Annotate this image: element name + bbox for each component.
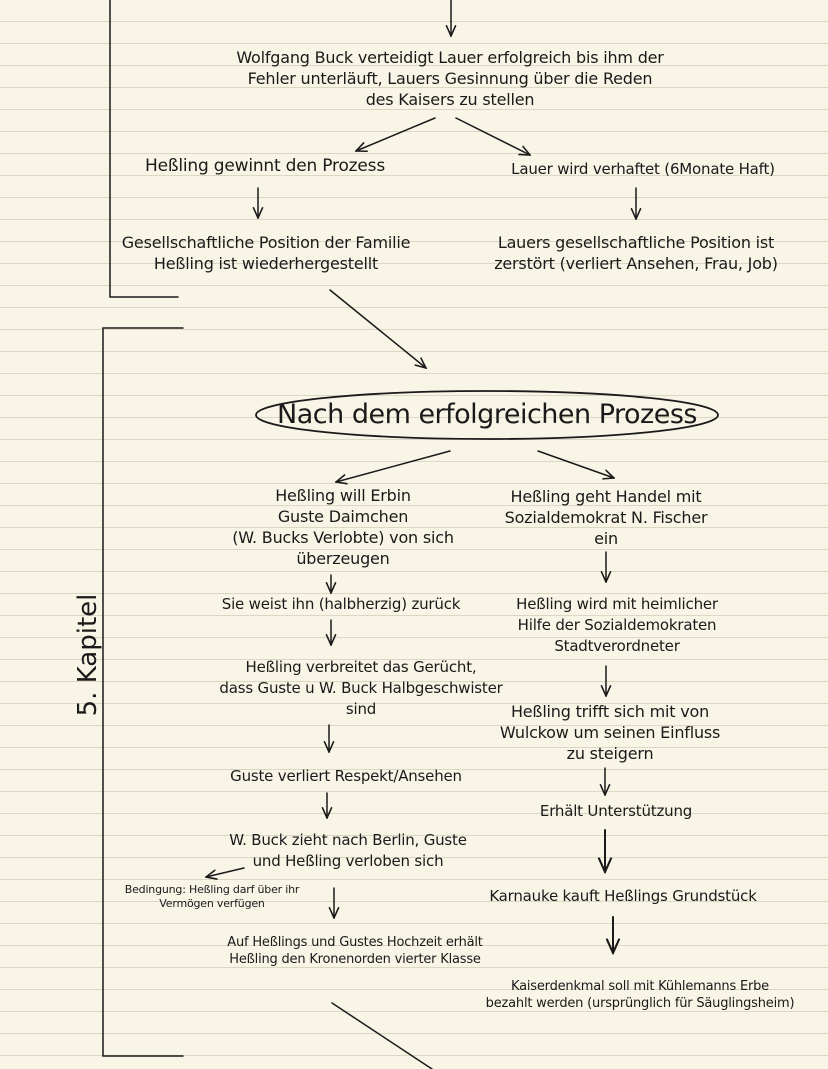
chapter-bracket xyxy=(103,328,183,1056)
right-node-2: Heßling wird mit heimlicher Hilfe der Sozialdemokraten Stadtverordneter xyxy=(516,595,718,655)
node-lauer-destroyed: Lauers gesellschaftliche Position ist zerstört (verliert Ansehen, Frau, Job) xyxy=(494,233,778,273)
right-node-1: Heßling geht Handel mit Sozialdemokrat N. Fischer ein xyxy=(504,487,708,548)
arrow-split-right xyxy=(456,118,530,155)
arrow-to-chapter xyxy=(330,290,426,368)
chapter-title: Nach dem erfolgreichen Prozess xyxy=(277,399,697,430)
right-node-4: Erhält Unterstützung xyxy=(539,802,693,820)
chapter-label: 5. Kapitel xyxy=(73,593,103,717)
node-buck-defends: Wolfgang Buck verteidigt Lauer erfolgreich bis ihm der Fehler unterläuft, Lauers Gesinnung über die Reden des Kaisers zu stellen xyxy=(236,48,664,109)
arrow-chapter-left xyxy=(336,451,450,482)
condition-note: Bedingung: Heßling darf über ihr Vermögen verfügen xyxy=(124,883,300,910)
left-node-1: Heßling will Erbin Guste Daimchen (W. Bucks Verlobte) von sich überzeugen xyxy=(232,486,454,568)
right-node-3: Heßling trifft sich mit von Wulckow um seinen Einfluss zu steigern xyxy=(499,702,721,763)
right-node-5: Karnauke kauft Heßlings Grundstück xyxy=(489,887,757,905)
arrow-split-left xyxy=(356,118,435,151)
left-node-4: Guste verliert Respekt/Ansehen xyxy=(230,767,462,785)
node-lauer-arrested: Lauer wird verhaftet (6Monate Haft) xyxy=(511,160,775,178)
left-node-3: Heßling verbreitet das Gerücht, dass Guste u W. Buck Halbgeschwister sind xyxy=(219,658,503,718)
left-node-6: Auf Heßlings und Gustes Hochzeit erhält Heßling den Kronenorden vierter Klasse xyxy=(227,935,483,967)
node-family-restored: Gesellschaftliche Position der Familie Heßling ist wiederhergestellt xyxy=(121,233,411,273)
left-node-5: W. Buck zieht nach Berlin, Guste und Heßling verloben sich xyxy=(229,831,467,870)
arrow-chapter-right xyxy=(538,451,614,478)
arrow-bottom xyxy=(332,1003,432,1069)
right-node-6: Kaiserdenkmal soll mit Kühlemanns Erbe bezahlt werden (ursprünglich für Säuglingsheim) xyxy=(485,979,795,1011)
node-hessling-wins: Heßling gewinnt den Prozess xyxy=(145,156,385,176)
left-node-2: Sie weist ihn (halbherzig) zurück xyxy=(221,595,461,613)
